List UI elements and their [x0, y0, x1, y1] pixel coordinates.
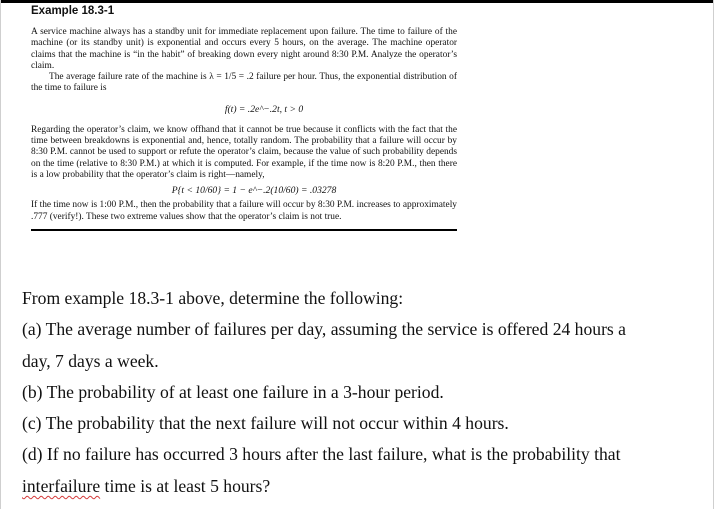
textbook-excerpt [31, 4, 457, 231]
example-paragraph-2: The average failure rate of the machine is λ = 1/5 = .2 failure per hour. Thus, the exponential distribution of the time to failure is [31, 72, 457, 94]
question-d-rest: time is at least 5 hours? [100, 475, 271, 496]
question-block [22, 283, 702, 502]
left-border [0, 0, 1, 509]
question-c: (c) The probability that the next failure will not occur within 4 hours. [22, 413, 509, 434]
example-paragraph-1: A service machine always has a standby unit for immediate replacement upon failure. The time to failure of the machine (or its standby unit) is exponential and occurs every 5 hours, on the average. The machine operator claims that the machine is “in the habit” of breaking down every night around 8:30 P.M. Analyze the operator’s claim. [31, 27, 457, 71]
spellcheck-word[interactable]: interfailure [22, 475, 101, 496]
equation-density: f(t) = .2e^−.2t, t > 0 [224, 103, 304, 115]
question-d-line-2 [22, 471, 702, 502]
top-border [0, 0, 714, 3]
question-b: (b) The probability of at least one failure in a 3-hour period. [22, 381, 444, 402]
question-a-line-2: day, 7 days a week. [22, 350, 159, 371]
equation-probability: P{t < 10/60} = 1 − e^−.2(10/60) = .03278 [171, 185, 337, 197]
example-paragraph-3: Regarding the operator’s claim, we know offhand that it cannot be true because it conflicts with the fact that the time between breakdowns is exponential and, hence, totally random. The probability that a failure will occur by 8:30 P.M. cannot be used to support or refute the operator’s claim, because the value of such probability depends on the time (relative to 8:30 P.M.) at which it is computed. For example, if the time now is 8:20 P.M., then there is a low probability that the operator’s claim is right—namely, [31, 124, 457, 180]
excerpt-divider [31, 229, 457, 231]
question-intro: From example 18.3-1 above, determine the following: [22, 288, 404, 308]
example-paragraph-4: If the time now is 1:00 P.M., then the probability that a failure will occur by 8:30 P.M. increases to approximately .777 (verify!). These two extreme values show that the operator’s claim is not true. [31, 200, 457, 222]
question-a-line-1: (a) The average number of failures per day, assuming the service is offered 24 hours a [22, 319, 626, 340]
question-d-line-1: (d) If no failure has occurred 3 hours after the last failure, what is the probability that [22, 444, 621, 465]
example-title: Example 18.3-1 [31, 5, 115, 17]
